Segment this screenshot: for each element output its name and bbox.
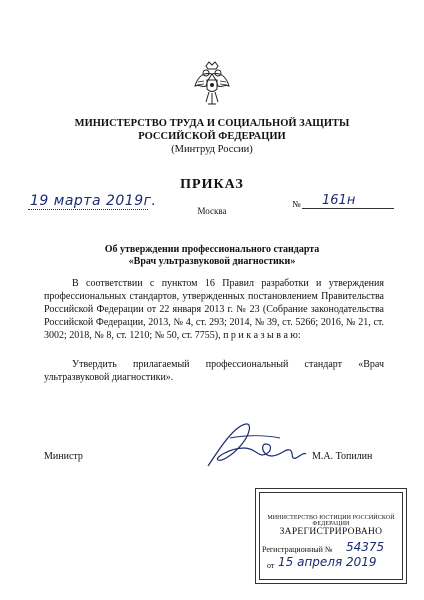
order-title: ПРИКАЗ [180, 177, 244, 192]
order-city: Москва [197, 206, 227, 216]
ministry-short-name: (Минтруд России) [171, 144, 253, 155]
handwritten-signature [200, 418, 310, 478]
stamp-registration-date: 15 апреля 2019 [278, 555, 377, 569]
registration-stamp [255, 488, 407, 584]
coat-of-arms-emblem [192, 60, 232, 108]
order-date: 19 марта 2019г. [30, 193, 157, 209]
number-underline [302, 208, 394, 209]
order-number-label: № [292, 199, 301, 209]
minister-name: М.А. Топилин [312, 451, 373, 462]
stamp-department: МИНИСТЕРСТВО ЮСТИЦИИ РОССИЙСКОЙ ФЕДЕРАЦИИ [267, 515, 395, 527]
stamp-registration-number: 54375 [346, 540, 385, 554]
subject-line2: «Врач ультразвуковой диагностики» [128, 256, 296, 267]
body-paragraph-basis: В соответствии с пунктом 16 Правил разработки и утверждения профессиональных стандартов, утвержденных постановлением Правительства Российской Федерации от 22 января 2013 г. № 23 (Собрание законодательства Российской Федерации, 2013, № 4, ст. 293; 2014, № 39, ст. 5266; 2016, № 21, ст. 3002; 2018, № 8, ст. 1210; № 50, ст. 7755), п р и к а з ы в а ю: [44, 278, 384, 341]
order-subject [60, 244, 364, 268]
ministry-name-line2: РОССИЙСКОЙ ФЕДЕРАЦИИ [138, 131, 286, 142]
stamp-date-label: от [267, 561, 275, 570]
stamp-registered-label: ЗАРЕГИСТРИРОВАНО [279, 527, 383, 537]
order-number: 161н [322, 193, 356, 208]
subject-line1: Об утверждении профессионального стандарта [104, 244, 320, 255]
stamp-registration-number-label: Регистрационный № [262, 545, 333, 554]
minister-title: Министр [44, 451, 83, 462]
ministry-name-line1: МИНИСТЕРСТВО ТРУДА И СОЦИАЛЬНОЙ ЗАЩИТЫ [74, 118, 350, 129]
body-paragraph-decision: Утвердить прилагаемый профессиональный стандарт «Врач ультразвуковой диагностики». [44, 359, 384, 383]
ministry-header [40, 117, 384, 156]
